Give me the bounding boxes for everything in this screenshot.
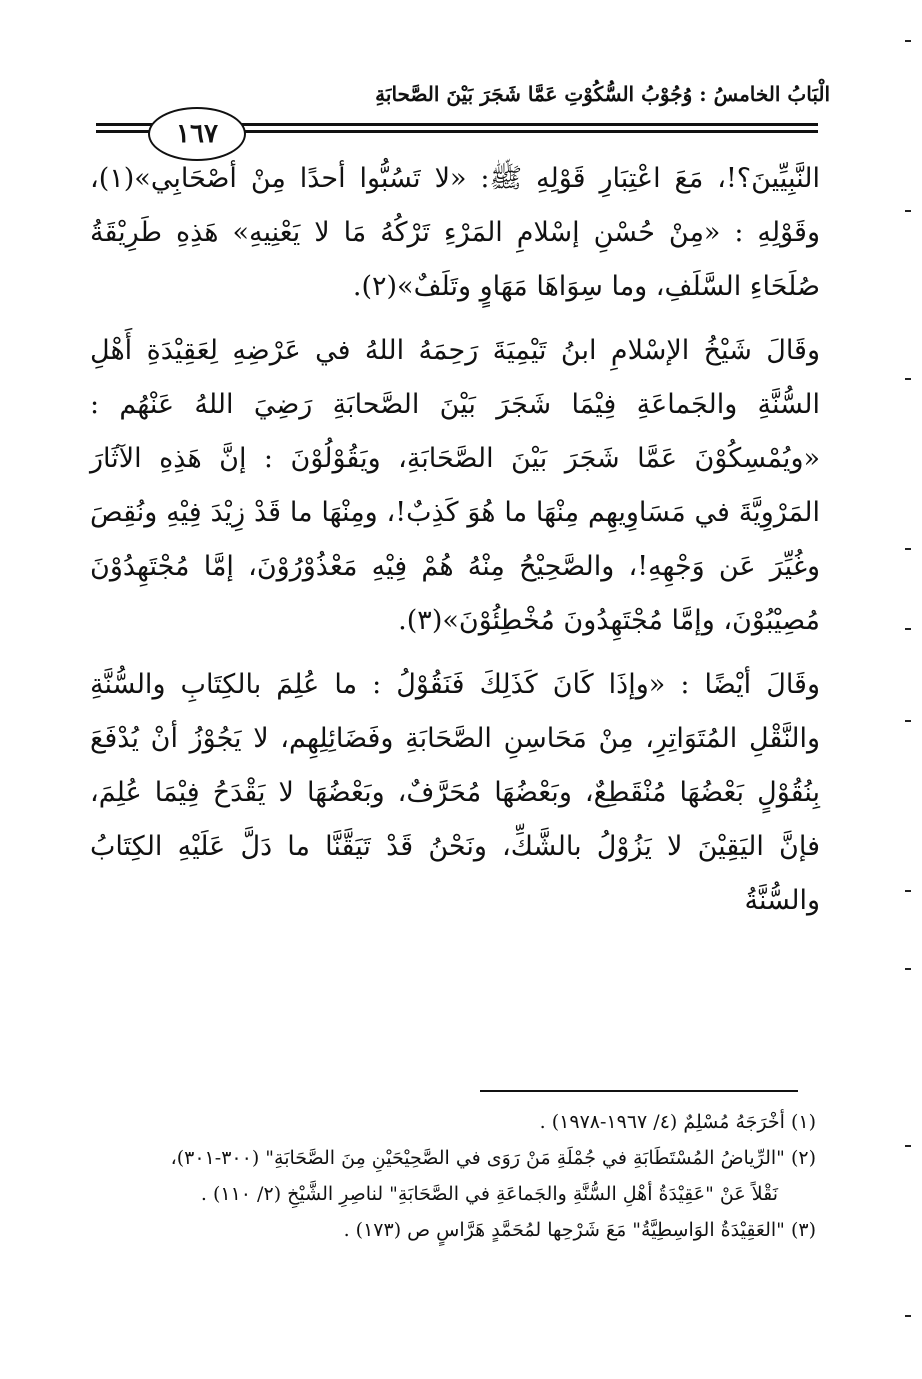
footnotes (100, 1104, 816, 1248)
margin-mark (905, 890, 911, 892)
paragraph-3: وقَالَ أيْضًا : «وإذَا كَانَ كَذَلِكَ فَنَقُوْلُ : ما عُلِمَ بالكِتَابِ والسُّنَّةِ والنَّقْلِ المُتَوَاتِرِ، مِنْ مَحَاسِنِ الصَّحَابَةِ وفَضَائِلِهِم، لا يَجُوْزُ أنْ يُدْفَعَ بِنُقُوْلٍ بَعْضُهَا مُنْقَطِعٌ، وبَعْضُهَا مُحَرَّفٌ، وبَعْضُهَا لا يَقْدَحُ فِيْمَا عُلِمَ، فإنَّ اليَقِيْنَ لا يَزُوْلُ بالشَّكِّ، ونَحْنُ قَدْ تَيَقَّنَّا ما دَلَّ عَلَيْهِ الكِتَابُ والسُّنَّةُ (90, 669, 820, 916)
margin-mark (905, 378, 911, 380)
paragraph-1: النَّبِيِّينَ؟!، مَعَ اعْتِبَارِ قَوْلِهِ ﷺ: «لا تَسُبُّوا أحدًا مِنْ أصْحَابِي»(١)، وقَوْلِهِ : «مِنْ حُسْنِ إسْلامِ المَرْءِ تَرْكُهُ مَا لا يَعْنِيهِ» هَذِهِ طَرِيْقَةُ صُلَحَاءِ السَّلَفِ، وما سِوَاهَا مَهَاوٍ وتَلَفٌ»(٢). (90, 163, 820, 302)
margin-mark (905, 40, 911, 42)
running-title: الْبَابُ الخامسُ : وُجُوْبُ السُّكُوْتِ عَمَّا شَجَرَ بَيْنَ الصَّحابَةِ (375, 82, 830, 106)
footnote-2-line-1: (٢) "الرِّياضُ المُسْتَطَابَةِ في جُمْلَةِ مَنْ رَوَى في الصَّحِيْحَيْنِ مِنَ الصَّحَابَةِ" (٣٠٠-٣٠١)، (170, 1147, 816, 1169)
margin-mark (905, 210, 911, 212)
margin-mark (905, 628, 911, 630)
main-text (90, 152, 820, 928)
margin-mark (905, 720, 911, 722)
margin-mark (905, 968, 911, 970)
page-number: ١٦٧ (148, 107, 246, 161)
footnote-3: (٣) "العَقِيْدَةُ الوَاسِطِيَّةُ" مَعَ شَرْحِها لمُحَمَّدٍ هَرَّاسٍ ص (١٧٣) . (343, 1219, 816, 1241)
margin-mark (905, 548, 911, 550)
footnote-separator (480, 1090, 798, 1092)
margin-mark (905, 1145, 911, 1147)
margin-mark (905, 1315, 911, 1317)
footnote-2-line-2: نَقْلاً عَنْ "عَقِيْدَةُ أهْلِ السُّنَّةِ والجَماعَةِ في الصَّحَابَةِ" لناصِرِ الشَّيْخِ (٢/ ١١٠) . (200, 1183, 778, 1205)
footnote-1: (١) أخْرَجَهُ مُسْلِمٌ (٤/ ١٩٦٧-١٩٧٨) . (539, 1111, 816, 1133)
paragraph-2: وقَالَ شَيْخُ الإسْلامِ ابنُ تَيْمِيَةَ رَحِمَهُ اللهُ في عَرْضِهِ لِعَقِيْدَةِ أَهْلِ السُّنَّةِ والجَماعَةِ فِيْمَا شَجَرَ بَيْنَ الصَّحابَةِ رَضِيَ اللهُ عَنْهُم : «ويُمْسِكُوْنَ عَمَّا شَجَرَ بَيْنَ الصَّحَابَةِ، ويَقُوْلُوْنَ : إنَّ هَذِهِ الآثَارَ المَرْوِيَّةَ في مَسَاوِيهِم مِنْهَا ما هُوَ كَذِبٌ!، ومِنْهَا ما قَدْ زِيْدَ فِيْهِ ونُقِصَ وغُيِّرَ عَن وَجْهِهِ!، والصَّحِيْحُ مِنْهُ هُمْ فِيْهِ مَعْذُوْرُوْنَ، إمَّا مُجْتَهِدُوْنَ مُصِيْبُوْنَ، وإمَّا مُجْتَهِدُونَ مُخْطِئُوْنَ»(٣). (90, 335, 820, 636)
